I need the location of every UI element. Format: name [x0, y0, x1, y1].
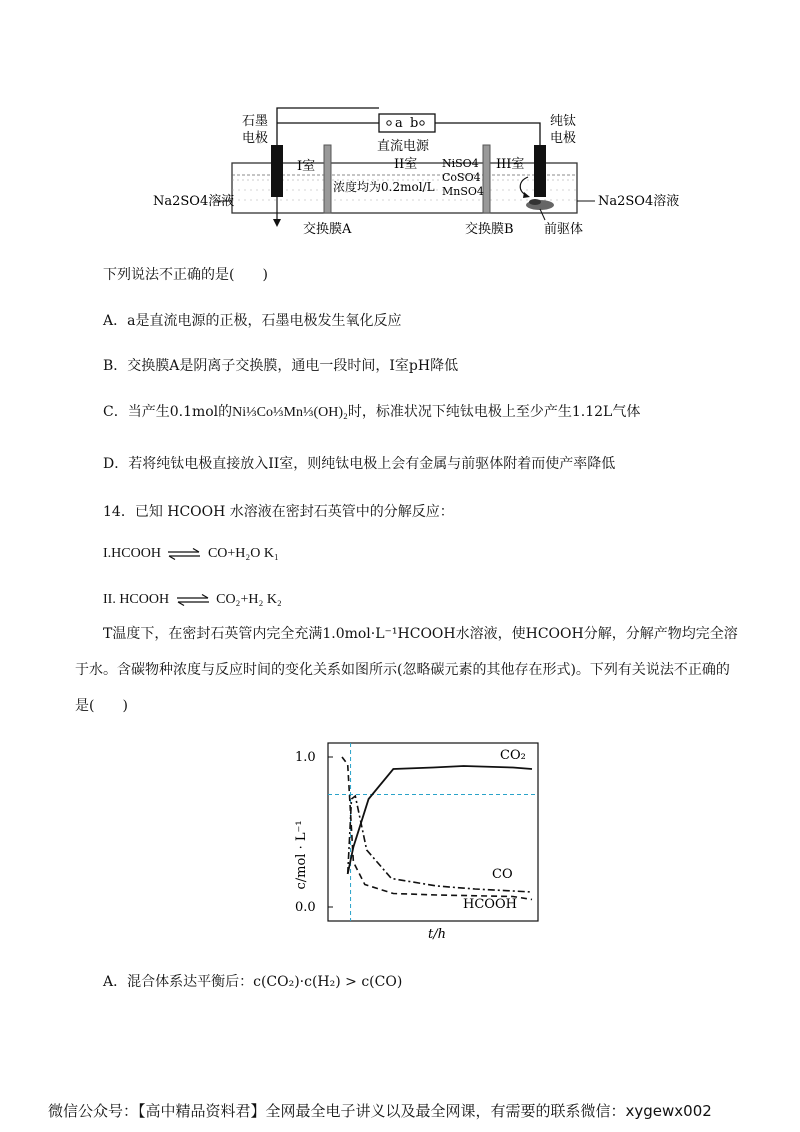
room-3-label: III室	[496, 157, 525, 172]
series-hcooh-label: HCOOH	[463, 897, 517, 912]
q13-option-c	[103, 401, 640, 421]
salt-2: CoSO4	[442, 171, 481, 184]
membrane-a-label: 交换膜A	[303, 222, 352, 237]
chart-xlabel: t/h	[428, 927, 446, 942]
footer-watermark: 微信公众号：【高中精品资料君】全网最全电子讲义以及最全网课，有需要的联系微信：xygewx002	[48, 1102, 712, 1120]
membrane-a	[324, 145, 331, 213]
graphite-electrode	[271, 145, 283, 197]
q14-para-line-2: 于水。含碳物种浓度与反应时间的变化关系如图所示(忽略碳元素的其他存在形式)。下列有关说法不正确的	[75, 662, 730, 678]
chart-ylabel: c/mol · L⁻¹	[294, 820, 309, 890]
q13-option-d: D．若将纯钛电极直接放入II室，则纯钛电极上会有金属与前驱体附着而使产率降低	[103, 456, 616, 472]
reaction-1-right: CO+H₂O K₁	[207, 546, 279, 561]
membrane-b-label: 交换膜B	[465, 222, 514, 237]
q13-option-a: A．a是直流电源的正极，石墨电极发生氧化反应	[103, 313, 402, 329]
reaction-2-left: II. HCOOH	[103, 592, 170, 607]
reaction-1	[103, 546, 279, 562]
q13-option-c-formula: Ni⅓Co⅓Mn⅓(OH)₂	[232, 405, 348, 420]
left-solution-label: Na2SO4溶液	[153, 194, 235, 209]
left-electrode-label-1: 石墨	[242, 114, 269, 129]
series-co2-label: CO₂	[500, 748, 526, 763]
series-co2-line	[348, 766, 532, 874]
salt-3: MnSO4	[442, 185, 484, 198]
electrolysis-diagram	[140, 105, 700, 240]
q14-para-line-3: 是( )	[75, 698, 128, 714]
concentration-label: 浓度均为0.2mol/L	[333, 180, 435, 194]
power-b-label: b	[410, 116, 419, 131]
q13-stem: 下列说法不正确的是( )	[103, 267, 268, 283]
membrane-b	[483, 145, 490, 213]
precursor-label: 前驱体	[544, 222, 584, 237]
q14-paragraph	[75, 619, 743, 721]
q14-para-line-1: T温度下，在密封石英管内完全充满1.0mol·L⁻¹HCOOH水溶液，使HCOOH分解，分解产物均完全溶	[103, 626, 738, 642]
series-co-label: CO	[492, 867, 513, 882]
q14-option-a: A．混合体系达平衡后：c(CO₂)·c(H₂) > c(CO)	[103, 974, 403, 990]
reaction-2	[103, 592, 282, 608]
power-a-label: a	[395, 116, 403, 131]
reaction-2-right: CO₂+H₂ K₂	[216, 592, 282, 607]
reaction-1-left: I.HCOOH	[103, 546, 161, 561]
equilibrium-arrows-icon	[167, 548, 201, 560]
q13-option-b: B．交换膜A是阴离子交换膜，通电一段时间，I室pH降低	[103, 358, 459, 374]
left-electrode-label-2: 电极	[242, 131, 269, 146]
q13-option-c-prefix: C．当产生0.1mol的	[103, 404, 233, 420]
right-electrode-label-1: 纯钛	[550, 114, 577, 129]
titanium-electrode	[534, 145, 546, 197]
q13-option-c-suffix: 时，标准状况下纯钛电极上至少产生1.12L气体	[347, 404, 641, 420]
right-solution-label: Na2SO4溶液	[598, 194, 680, 209]
ytick-0: 0.0	[295, 900, 316, 915]
ytick-1: 1.0	[295, 750, 316, 765]
room-2-label: II室	[394, 157, 418, 172]
concentration-chart	[280, 735, 560, 950]
room-1-label: I室	[297, 159, 316, 174]
power-label: 直流电源	[377, 139, 430, 154]
salt-1: NiSO4	[442, 157, 479, 170]
equilibrium-arrows-icon	[176, 594, 210, 606]
q14-intro: 14．已知 HCOOH 水溶液在密封石英管中的分解反应：	[103, 504, 454, 520]
right-electrode-label-2: 电极	[550, 131, 577, 146]
